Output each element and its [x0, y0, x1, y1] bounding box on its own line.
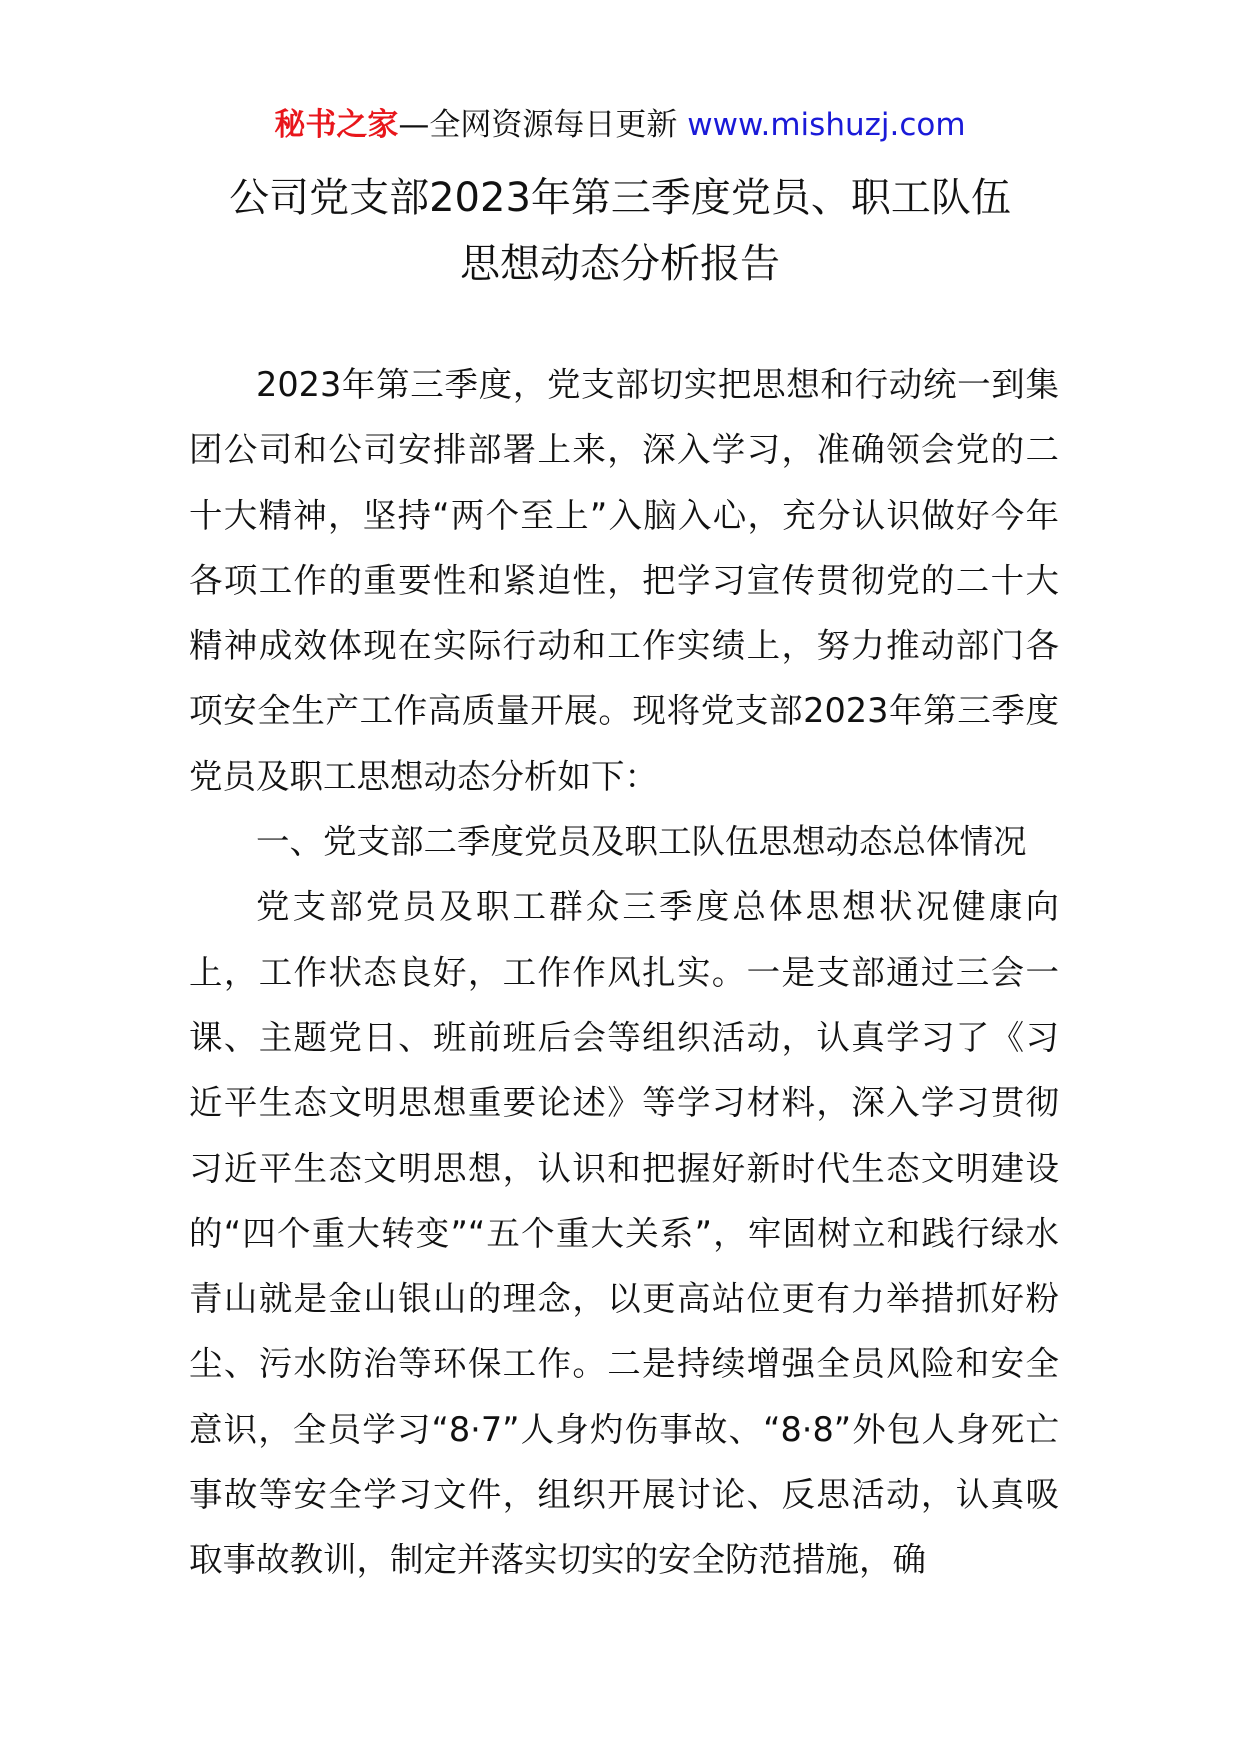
document-title [190, 165, 1050, 297]
site-header [0, 100, 1240, 150]
title-line-1: 公司党支部2023年第三季度党员、职工队伍 [229, 175, 1011, 221]
title-line-2: 思想动态分析报告 [460, 241, 780, 287]
document-body [189, 352, 1059, 1593]
intro-paragraph: 2023年第三季度，党支部切实把思想和行动统一到集团公司和公司安排部署上来，深入学习，准确领会党的二十大精神，坚持“两个至上”入脑入心，充分认识做好今年各项工作的重要性和紧迫性，把学习宣传贯彻党的二十大精神成效体现在实际行动和工作实绩上，努力推动部门各项安全生产工作高质量开展。现将党支部2023年第三季度党员及职工思想动态分析如下： [189, 365, 1059, 796]
site-url-link[interactable]: www.mishuzj.com [687, 107, 966, 143]
section-paragraph-1: 党支部党员及职工群众三季度总体思想状况健康向上，工作状态良好，工作作风扎实。一是支部通过三会一课、主题党日、班前班后会等组织活动，认真学习了《习近平生态文明思想重要论述》等学习材料，深入学习贯彻习近平生态文明思想，认识和把握好新时代生态文明建设的“四个重大转变”“五个重大关系”，牢固树立和践行绿水青山就是金山银山的理念，以更高站位更有力举措抓好粉尘、污水防治等环保工作。二是持续增强全员风险和安全意识，全员学习“8·7”人身灼伤事故、“8·8”外包人身死亡事故等安全学习文件，组织开展讨论、反思活动，认真吸取事故教训，制定并落实切实的安全防范措施，确 [189, 887, 1059, 1580]
brand-name: 秘书之家 [274, 107, 399, 143]
section-heading-1: 一、党支部二季度党员及职工队伍思想动态总体情况 [256, 822, 1027, 862]
header-slogan: —全网资源每日更新 [398, 107, 678, 143]
